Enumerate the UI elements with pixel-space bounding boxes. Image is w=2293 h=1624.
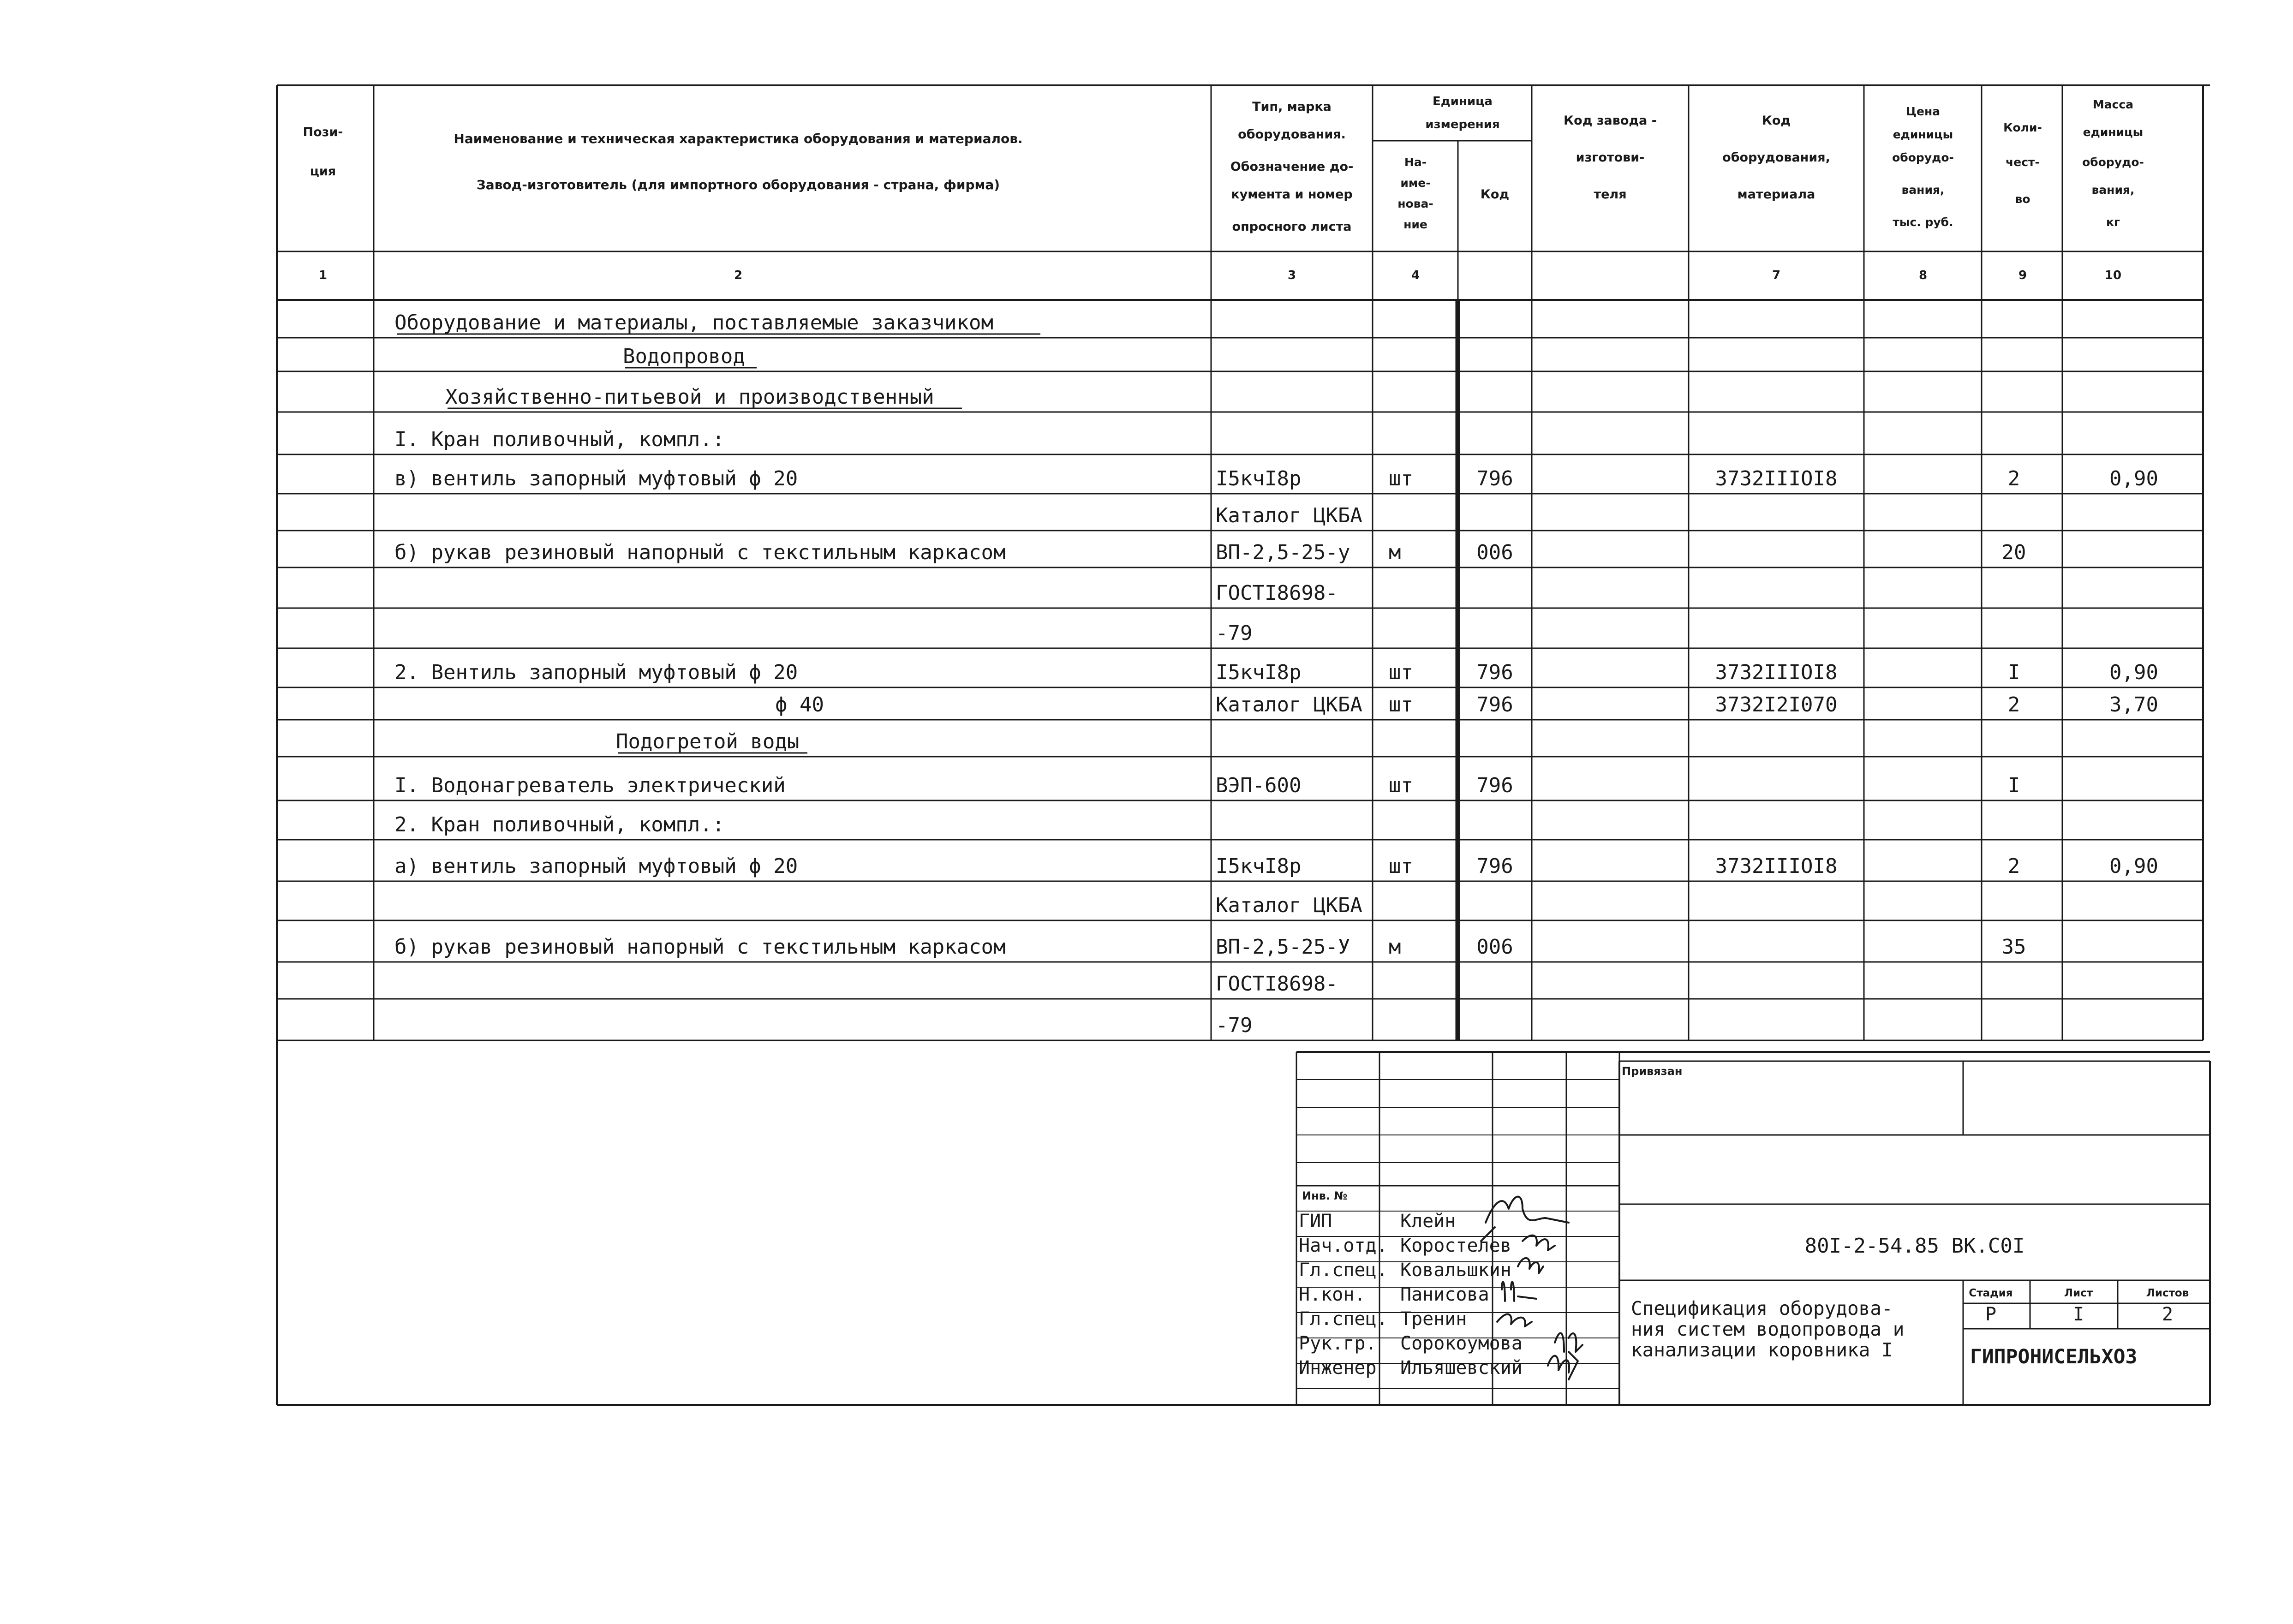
row-quantity: 2 [2007,467,2020,490]
svg-text:материала: материала [1737,187,1815,202]
row-unit: м [1389,935,1401,959]
svg-text:Единица: Единица [1433,95,1493,108]
svg-text:9: 9 [2018,269,2027,282]
svg-text:ние: ние [1403,218,1427,231]
row-type: I5кчI8р [1216,661,1302,684]
svg-text:Код завода -: Код завода - [1564,113,1657,128]
staff-name: Панисова [1400,1284,1489,1305]
svg-text:На-: На- [1404,155,1427,169]
svg-text:единицы: единицы [2083,125,2144,139]
row-equipment-code: 3732IIIOI8 [1715,854,1838,878]
row-name: б) рукав резиновый напорный с текстильным каркасом [394,541,1006,564]
header-name [454,131,1022,192]
sheet-value: I [2072,1304,2084,1325]
row-type: Каталог ЦКБА [1216,504,1362,527]
row-type: -79 [1216,621,1253,645]
row-name: 2. Вентиль запорный муфтовый ϕ 20 [394,661,798,684]
row-unit: шт [1389,693,1413,716]
row-type: ГОСТI8698- [1216,972,1338,996]
svg-text:изготови-: изготови- [1576,150,1645,165]
row-name: 2. Кран поливочный, компл.: [394,813,725,836]
sheet-label: Лист [2064,1287,2093,1299]
staff-name: Сорокоумова [1400,1333,1523,1354]
inventory-number-label: Инв. № [1302,1189,1348,1202]
row-quantity: 2 [2007,854,2020,878]
svg-text:опросного листа: опросного листа [1232,220,1352,234]
row-unit: шт [1389,661,1413,684]
staff-role: Н.кон. [1299,1284,1366,1305]
stage-label: Стадия [1969,1287,2013,1299]
svg-text:Масса: Масса [2092,98,2134,111]
row-unit-code: 796 [1476,467,1513,490]
svg-text:оборудо-: оборудо- [2082,155,2144,169]
header-position [303,125,343,179]
svg-text:оборудо-: оборудо- [1892,151,1954,164]
row-quantity: 20 [2001,541,2026,564]
row-unit-code: 796 [1476,661,1513,684]
row-name: в) вентиль запорный муфтовый ϕ 20 [394,467,798,490]
document-title-line-3: канализации коровника I [1631,1339,1893,1361]
header-unit-price [1892,105,1954,229]
svg-text:Коли-: Коли- [2003,121,2042,134]
row-name: Водопровод [623,345,745,368]
column-numbers [319,269,2121,282]
header-unit-mass [2082,98,2144,229]
stage-value: Р [1985,1304,1997,1325]
svg-text:Код: Код [1480,187,1510,202]
svg-text:теля: теля [1594,187,1627,202]
specification-rows [394,311,2158,1037]
svg-text:измерения: измерения [1425,118,1500,131]
svg-text:8: 8 [1918,269,1928,282]
svg-text:чест-: чест- [2006,155,2040,169]
svg-text:тыс. руб.: тыс. руб. [1893,215,1953,229]
row-name: I. Водонагреватель электрический [394,774,786,797]
svg-text:Пози-: Пози- [303,125,343,139]
row-type: ВЭП-600 [1216,774,1302,797]
row-mass: 0,90 [2109,854,2158,878]
header-manufacturer-code [1564,113,1657,202]
document-title-line-1: Спецификация оборудова- [1631,1297,1893,1320]
row-equipment-code: 3732IIIOI8 [1715,467,1838,490]
row-equipment-code: 3732IIIOI8 [1715,661,1838,684]
document-title-line-2: ния систем водопровода и [1631,1318,1905,1340]
row-type: Каталог ЦКБА [1216,693,1362,716]
header-unit [1397,95,1509,231]
row-type: -79 [1216,1014,1253,1037]
sheets-value: 2 [2162,1304,2174,1325]
row-unit-code: 006 [1476,935,1513,959]
row-unit-code: 796 [1476,854,1513,878]
row-name: Подогретой воды [616,730,800,753]
svg-text:Цена: Цена [1905,105,1941,118]
signature-klein [1481,1197,1569,1241]
staff-role: Нач.отд. [1299,1235,1388,1256]
row-type: ВП-2,5-25-У [1216,935,1350,959]
staff-list [1299,1211,1523,1379]
row-type: ГОСТI8698- [1216,581,1338,605]
header-quantity [2003,121,2042,206]
row-unit-code: 006 [1476,541,1513,564]
signature-sorokoumova [1555,1333,1582,1352]
privyazan-label: Привязан [1622,1065,1683,1078]
svg-text:2: 2 [734,269,743,282]
signature-panisova [1502,1282,1536,1301]
signature-trenin [1497,1314,1532,1326]
svg-text:единицы: единицы [1893,128,1953,141]
sheets-label: Листов [2146,1287,2189,1299]
row-unit-code: 796 [1476,693,1513,716]
row-name: Хозяйственно-питьевой и производственный [445,385,934,409]
staff-role: Рук.гр. [1299,1333,1377,1354]
row-name: ϕ 40 [775,693,824,716]
staff-name: Ковальшкин [1400,1260,1511,1281]
svg-text:кумента и номер: кумента и номер [1231,187,1353,202]
svg-text:оборудования,: оборудования, [1722,150,1830,165]
organization-name: ГИПРОНИСЕЛЬХОЗ [1970,1345,2138,1368]
svg-text:вания,: вания, [1901,183,1945,197]
svg-text:вания,: вания, [2091,183,2135,197]
svg-text:оборудования.: оборудования. [1238,127,1346,142]
row-unit-code: 796 [1476,774,1513,797]
svg-text:во: во [2015,192,2030,206]
svg-text:Завод-изготовитель (для импор: Завод-изготовитель (для импортного оборудования - страна, фирма) [476,177,1000,192]
svg-text:име-: име- [1400,176,1431,190]
header-type [1230,100,1354,234]
svg-text:кг: кг [2106,215,2120,229]
row-mass: 0,90 [2109,467,2158,490]
row-quantity: I [2007,774,2020,797]
row-name: I. Кран поливочный, компл.: [394,428,725,451]
svg-text:1: 1 [318,269,328,282]
row-mass: 0,90 [2109,661,2158,684]
document-number: 80I-2-54.85 ВК.С0I [1804,1234,2025,1258]
row-type: I5кчI8р [1216,467,1302,490]
row-quantity: I [2007,661,2020,684]
title-block [1299,1065,2189,1379]
svg-text:Тип, марка: Тип, марка [1252,100,1332,114]
row-type: I5кчI8р [1216,854,1302,878]
staff-name: Тренин [1400,1308,1467,1330]
row-quantity: 2 [2007,693,2020,716]
signature-kovalshkin [1518,1258,1543,1273]
staff-role: Гл.спец. [1299,1260,1388,1281]
row-type: ВП-2,5-25-у [1216,541,1350,564]
row-unit: шт [1389,774,1413,797]
svg-text:10: 10 [2104,269,2122,282]
row-mass: 3,70 [2109,693,2158,716]
row-name: а) вентиль запорный муфтовый ϕ 20 [394,854,798,878]
row-equipment-code: 3732I2I070 [1715,693,1838,716]
row-type: Каталог ЦКБА [1216,894,1362,917]
signature-ilyashevskiy [1548,1352,1578,1379]
row-name: б) рукав резиновый напорный с текстильным каркасом [394,935,1006,959]
staff-name: Ильяшевский [1400,1357,1523,1379]
table-grid [277,85,2210,1405]
staff-name: Коростелев [1400,1235,1511,1256]
svg-text:Обозначение до-: Обозначение до- [1230,160,1354,174]
svg-text:ция: ция [310,164,336,179]
svg-text:3: 3 [1287,269,1296,282]
staff-role: Гл.спец. [1299,1308,1388,1330]
staff-role: Инженер [1299,1357,1377,1379]
row-unit: шт [1389,854,1413,878]
signature-korostelev [1523,1236,1555,1250]
header-equipment-code [1722,113,1830,202]
svg-text:4: 4 [1411,269,1420,282]
row-unit: м [1389,541,1401,564]
row-unit: шт [1389,467,1413,490]
row-name: Оборудование и материалы, поставляемые заказчиком [394,311,994,334]
svg-text:нова-: нова- [1397,197,1433,210]
svg-text:7: 7 [1772,269,1781,282]
staff-name: Клейн [1400,1211,1456,1232]
svg-text:Код: Код [1762,113,1791,128]
staff-role: ГИП [1299,1211,1332,1232]
row-quantity: 35 [2001,935,2026,959]
svg-text:Наименование и техническая хар: Наименование и техническая характеристика оборудования и материалов. [454,131,1023,146]
